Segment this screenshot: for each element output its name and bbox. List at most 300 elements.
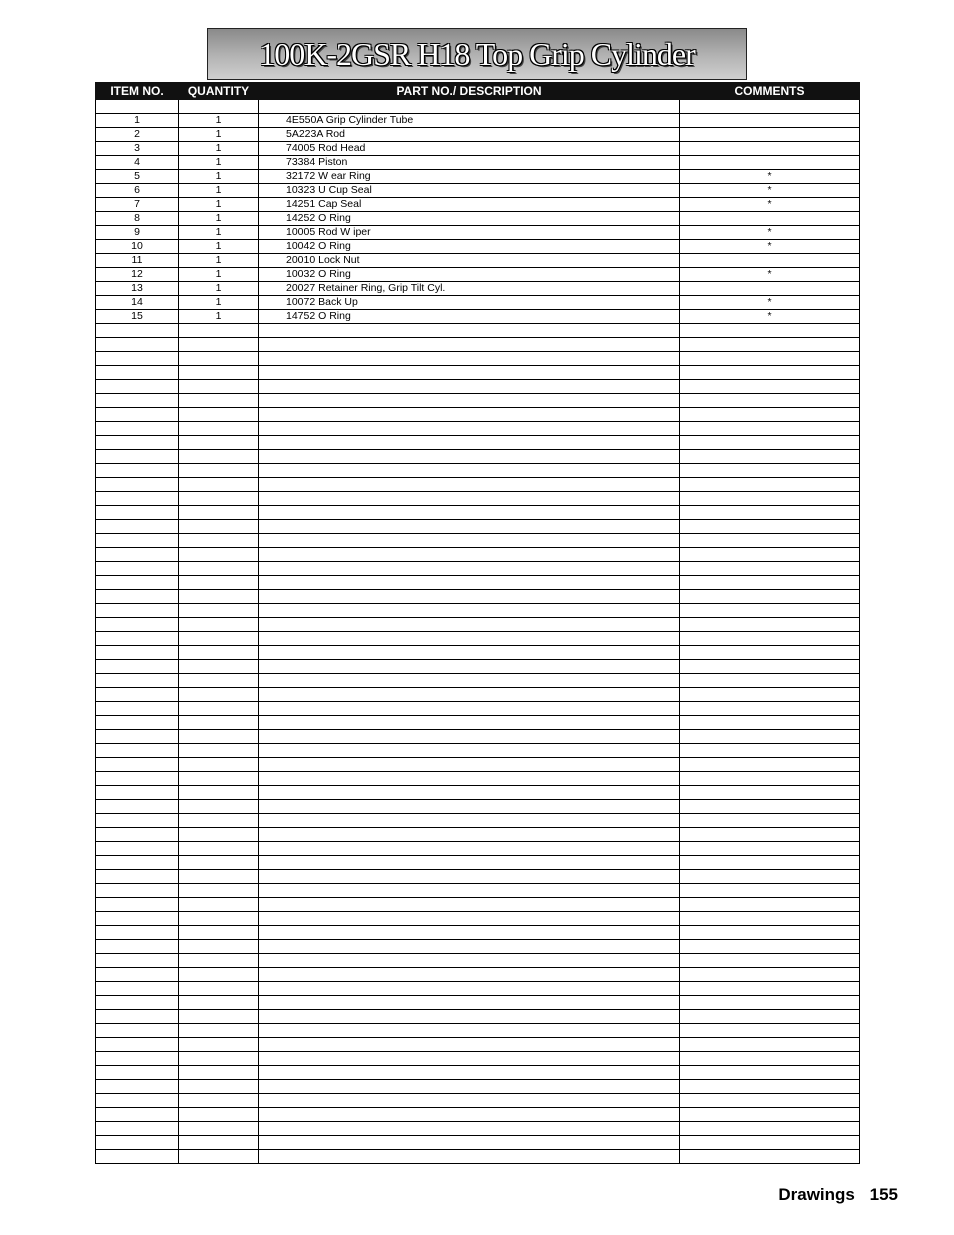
comment-cell: *	[680, 198, 860, 212]
empty-cell	[680, 492, 860, 506]
empty-table-row	[96, 590, 860, 604]
empty-table-row	[96, 618, 860, 632]
empty-cell	[179, 954, 259, 968]
quantity-cell: 1	[179, 282, 259, 296]
empty-cell	[259, 982, 680, 996]
item-no-cell: 3	[96, 142, 179, 156]
empty-cell	[259, 506, 680, 520]
empty-cell	[179, 996, 259, 1010]
empty-cell	[680, 982, 860, 996]
empty-table-row	[96, 548, 860, 562]
empty-cell	[680, 450, 860, 464]
empty-cell	[680, 380, 860, 394]
empty-cell	[179, 1080, 259, 1094]
empty-cell	[179, 800, 259, 814]
empty-cell	[259, 786, 680, 800]
empty-table-row	[96, 730, 860, 744]
empty-table-row	[96, 702, 860, 716]
empty-cell	[179, 324, 259, 338]
empty-cell	[96, 1038, 179, 1052]
description-cell: 32172 W ear Ring	[259, 170, 680, 184]
empty-cell	[179, 646, 259, 660]
quantity-cell: 1	[179, 198, 259, 212]
empty-cell	[680, 1150, 860, 1164]
empty-table-row	[96, 1150, 860, 1164]
empty-cell	[259, 534, 680, 548]
empty-cell	[680, 646, 860, 660]
item-no-cell: 15	[96, 310, 179, 324]
empty-cell	[680, 660, 860, 674]
empty-cell	[680, 1094, 860, 1108]
empty-cell	[96, 100, 179, 114]
empty-table-row	[96, 1094, 860, 1108]
empty-cell	[259, 660, 680, 674]
empty-cell	[96, 1108, 179, 1122]
empty-cell	[179, 1010, 259, 1024]
empty-cell	[96, 730, 179, 744]
empty-cell	[179, 534, 259, 548]
empty-cell	[259, 604, 680, 618]
empty-cell	[259, 646, 680, 660]
quantity-cell: 1	[179, 226, 259, 240]
table-row	[96, 156, 860, 170]
empty-table-row	[96, 422, 860, 436]
empty-cell	[680, 772, 860, 786]
empty-cell	[259, 1108, 680, 1122]
empty-cell	[179, 660, 259, 674]
empty-table-row	[96, 1108, 860, 1122]
empty-cell	[680, 464, 860, 478]
empty-cell	[259, 954, 680, 968]
empty-cell	[179, 450, 259, 464]
quantity-cell: 1	[179, 156, 259, 170]
empty-cell	[179, 1136, 259, 1150]
empty-cell	[259, 632, 680, 646]
empty-cell	[259, 814, 680, 828]
empty-table-row	[96, 632, 860, 646]
item-no-cell: 5	[96, 170, 179, 184]
empty-cell	[680, 590, 860, 604]
empty-cell	[179, 1122, 259, 1136]
empty-table-row	[96, 1038, 860, 1052]
empty-cell	[259, 926, 680, 940]
item-no-cell: 2	[96, 128, 179, 142]
empty-cell	[680, 996, 860, 1010]
description-cell: 4E550A Grip Cylinder Tube	[259, 114, 680, 128]
empty-cell	[179, 744, 259, 758]
empty-cell	[179, 394, 259, 408]
empty-table-row	[96, 660, 860, 674]
table-row	[96, 254, 860, 268]
empty-table-row	[96, 576, 860, 590]
empty-cell	[259, 1024, 680, 1038]
header-comments: COMMENTS	[680, 83, 860, 100]
empty-cell	[179, 674, 259, 688]
empty-cell	[259, 338, 680, 352]
description-cell: 10042 O Ring	[259, 240, 680, 254]
item-no-cell: 14	[96, 296, 179, 310]
empty-table-row	[96, 1122, 860, 1136]
table-row	[96, 170, 860, 184]
empty-cell	[680, 912, 860, 926]
empty-cell	[680, 800, 860, 814]
empty-cell	[259, 744, 680, 758]
empty-table-row	[96, 1052, 860, 1066]
table-row	[96, 198, 860, 212]
empty-table-row	[96, 940, 860, 954]
empty-table-row	[96, 506, 860, 520]
empty-cell	[680, 786, 860, 800]
empty-table-row	[96, 478, 860, 492]
empty-cell	[96, 996, 179, 1010]
empty-cell	[96, 632, 179, 646]
empty-cell	[259, 618, 680, 632]
quantity-cell: 1	[179, 240, 259, 254]
empty-cell	[259, 464, 680, 478]
empty-table-row	[96, 1136, 860, 1150]
empty-cell	[96, 800, 179, 814]
empty-cell	[96, 786, 179, 800]
item-no-cell: 12	[96, 268, 179, 282]
item-no-cell: 13	[96, 282, 179, 296]
empty-cell	[179, 436, 259, 450]
empty-cell	[259, 422, 680, 436]
empty-table-row	[96, 996, 860, 1010]
comment-cell: *	[680, 296, 860, 310]
empty-cell	[179, 548, 259, 562]
parts-table	[95, 82, 860, 1164]
empty-cell	[259, 1066, 680, 1080]
empty-table-row	[96, 870, 860, 884]
empty-cell	[680, 828, 860, 842]
empty-cell	[680, 618, 860, 632]
empty-cell	[259, 1052, 680, 1066]
empty-cell	[259, 716, 680, 730]
empty-cell	[680, 422, 860, 436]
empty-cell	[259, 380, 680, 394]
empty-cell	[179, 338, 259, 352]
quantity-cell: 1	[179, 296, 259, 310]
empty-cell	[179, 632, 259, 646]
empty-table-row	[96, 954, 860, 968]
empty-table-row	[96, 100, 860, 114]
empty-cell	[259, 394, 680, 408]
table-row	[96, 212, 860, 226]
empty-cell	[96, 828, 179, 842]
empty-cell	[680, 1052, 860, 1066]
empty-cell	[680, 506, 860, 520]
empty-cell	[179, 408, 259, 422]
empty-cell	[680, 842, 860, 856]
empty-table-row	[96, 324, 860, 338]
empty-cell	[259, 366, 680, 380]
empty-cell	[680, 352, 860, 366]
empty-cell	[96, 954, 179, 968]
empty-cell	[259, 562, 680, 576]
empty-cell	[680, 576, 860, 590]
empty-cell	[259, 968, 680, 982]
quantity-cell: 1	[179, 184, 259, 198]
empty-cell	[680, 730, 860, 744]
description-cell: 14251 Cap Seal	[259, 198, 680, 212]
table-row	[96, 114, 860, 128]
description-cell: 74005 Rod Head	[259, 142, 680, 156]
empty-cell	[96, 1122, 179, 1136]
empty-cell	[680, 940, 860, 954]
empty-cell	[179, 912, 259, 926]
empty-cell	[179, 842, 259, 856]
empty-cell	[96, 1136, 179, 1150]
quantity-cell: 1	[179, 114, 259, 128]
empty-cell	[179, 1038, 259, 1052]
empty-cell	[96, 478, 179, 492]
empty-cell	[179, 898, 259, 912]
empty-cell	[96, 562, 179, 576]
description-cell: 10072 Back Up	[259, 296, 680, 310]
empty-cell	[680, 702, 860, 716]
table-row	[96, 226, 860, 240]
empty-cell	[680, 884, 860, 898]
empty-cell	[259, 408, 680, 422]
empty-cell	[96, 898, 179, 912]
empty-cell	[179, 926, 259, 940]
description-cell: 20010 Lock Nut	[259, 254, 680, 268]
empty-cell	[259, 548, 680, 562]
empty-cell	[680, 856, 860, 870]
empty-cell	[96, 968, 179, 982]
parts-table-body	[96, 100, 860, 1164]
empty-cell	[179, 688, 259, 702]
empty-cell	[680, 324, 860, 338]
empty-cell	[680, 898, 860, 912]
empty-cell	[259, 436, 680, 450]
comment-cell: *	[680, 226, 860, 240]
table-row	[96, 296, 860, 310]
empty-cell	[179, 1052, 259, 1066]
empty-cell	[179, 618, 259, 632]
comment-cell: *	[680, 310, 860, 324]
empty-table-row	[96, 842, 860, 856]
empty-cell	[96, 1052, 179, 1066]
empty-cell	[96, 366, 179, 380]
empty-table-row	[96, 604, 860, 618]
empty-cell	[259, 1122, 680, 1136]
description-cell: 10323 U Cup Seal	[259, 184, 680, 198]
empty-cell	[680, 758, 860, 772]
empty-cell	[680, 744, 860, 758]
empty-cell	[96, 548, 179, 562]
empty-cell	[259, 576, 680, 590]
empty-cell	[179, 1108, 259, 1122]
empty-cell	[179, 716, 259, 730]
empty-cell	[680, 548, 860, 562]
empty-cell	[96, 338, 179, 352]
empty-cell	[179, 422, 259, 436]
empty-cell	[680, 338, 860, 352]
comment-cell	[680, 254, 860, 268]
footer-section: Drawings	[778, 1185, 855, 1204]
table-row	[96, 128, 860, 142]
empty-cell	[179, 814, 259, 828]
empty-cell	[179, 520, 259, 534]
empty-cell	[259, 688, 680, 702]
empty-table-row	[96, 898, 860, 912]
empty-table-row	[96, 436, 860, 450]
empty-table-row	[96, 450, 860, 464]
empty-cell	[96, 926, 179, 940]
item-no-cell: 8	[96, 212, 179, 226]
empty-cell	[680, 1108, 860, 1122]
empty-cell	[259, 1038, 680, 1052]
empty-cell	[179, 758, 259, 772]
empty-cell	[259, 1010, 680, 1024]
empty-cell	[179, 352, 259, 366]
empty-table-row	[96, 856, 860, 870]
empty-cell	[259, 674, 680, 688]
table-row	[96, 268, 860, 282]
empty-cell	[680, 632, 860, 646]
empty-cell	[259, 898, 680, 912]
empty-cell	[96, 590, 179, 604]
empty-cell	[96, 408, 179, 422]
empty-table-row	[96, 744, 860, 758]
empty-cell	[96, 492, 179, 506]
item-no-cell: 6	[96, 184, 179, 198]
comment-cell	[680, 156, 860, 170]
quantity-cell: 1	[179, 128, 259, 142]
table-row	[96, 184, 860, 198]
empty-cell	[680, 814, 860, 828]
empty-cell	[179, 1150, 259, 1164]
empty-cell	[259, 912, 680, 926]
empty-cell	[680, 100, 860, 114]
comment-cell: *	[680, 240, 860, 254]
empty-cell	[680, 926, 860, 940]
empty-cell	[259, 996, 680, 1010]
empty-cell	[680, 1024, 860, 1038]
empty-table-row	[96, 464, 860, 478]
page-footer	[778, 1185, 898, 1205]
empty-cell	[259, 884, 680, 898]
table-header-row	[96, 83, 860, 100]
empty-cell	[680, 394, 860, 408]
description-cell: 14752 O Ring	[259, 310, 680, 324]
empty-cell	[179, 380, 259, 394]
empty-table-row	[96, 646, 860, 660]
empty-cell	[680, 478, 860, 492]
empty-cell	[179, 940, 259, 954]
empty-cell	[680, 436, 860, 450]
empty-cell	[680, 408, 860, 422]
quantity-cell: 1	[179, 142, 259, 156]
empty-cell	[259, 856, 680, 870]
empty-cell	[259, 702, 680, 716]
empty-table-row	[96, 772, 860, 786]
empty-cell	[96, 1010, 179, 1024]
empty-cell	[179, 884, 259, 898]
empty-cell	[96, 870, 179, 884]
empty-table-row	[96, 912, 860, 926]
empty-cell	[96, 604, 179, 618]
empty-cell	[259, 772, 680, 786]
empty-table-row	[96, 366, 860, 380]
empty-cell	[179, 856, 259, 870]
item-no-cell: 4	[96, 156, 179, 170]
empty-cell	[259, 590, 680, 604]
empty-table-row	[96, 814, 860, 828]
description-cell: 14252 O Ring	[259, 212, 680, 226]
comment-cell	[680, 282, 860, 296]
empty-table-row	[96, 926, 860, 940]
item-no-cell: 10	[96, 240, 179, 254]
empty-cell	[259, 758, 680, 772]
empty-cell	[96, 464, 179, 478]
empty-cell	[179, 576, 259, 590]
header-quantity: QUANTITY	[179, 83, 259, 100]
empty-cell	[96, 1150, 179, 1164]
empty-cell	[96, 758, 179, 772]
empty-cell	[259, 940, 680, 954]
empty-cell	[680, 534, 860, 548]
empty-cell	[680, 1010, 860, 1024]
empty-cell	[96, 618, 179, 632]
description-cell: 20027 Retainer Ring, Grip Tilt Cyl.	[259, 282, 680, 296]
empty-cell	[179, 828, 259, 842]
empty-cell	[96, 1066, 179, 1080]
empty-cell	[680, 604, 860, 618]
empty-cell	[179, 982, 259, 996]
table-row	[96, 282, 860, 296]
empty-cell	[96, 534, 179, 548]
empty-cell	[680, 520, 860, 534]
title-banner	[207, 28, 747, 80]
empty-cell	[179, 1094, 259, 1108]
empty-table-row	[96, 688, 860, 702]
empty-cell	[96, 450, 179, 464]
comment-cell	[680, 212, 860, 226]
empty-cell	[96, 982, 179, 996]
empty-cell	[680, 1136, 860, 1150]
empty-cell	[259, 1094, 680, 1108]
empty-table-row	[96, 562, 860, 576]
empty-cell	[680, 954, 860, 968]
empty-table-row	[96, 408, 860, 422]
empty-cell	[96, 1024, 179, 1038]
empty-table-row	[96, 352, 860, 366]
item-no-cell: 7	[96, 198, 179, 212]
empty-cell	[96, 940, 179, 954]
empty-table-row	[96, 828, 860, 842]
empty-cell	[179, 968, 259, 982]
footer-page-number: 155	[869, 1185, 898, 1204]
empty-cell	[96, 702, 179, 716]
empty-cell	[259, 492, 680, 506]
empty-cell	[680, 716, 860, 730]
empty-table-row	[96, 716, 860, 730]
empty-cell	[96, 814, 179, 828]
empty-cell	[179, 478, 259, 492]
empty-table-row	[96, 1010, 860, 1024]
empty-cell	[259, 870, 680, 884]
empty-cell	[179, 870, 259, 884]
empty-cell	[259, 1136, 680, 1150]
table-row	[96, 240, 860, 254]
empty-cell	[96, 646, 179, 660]
empty-cell	[96, 506, 179, 520]
empty-cell	[96, 380, 179, 394]
comment-cell: *	[680, 268, 860, 282]
empty-cell	[96, 674, 179, 688]
